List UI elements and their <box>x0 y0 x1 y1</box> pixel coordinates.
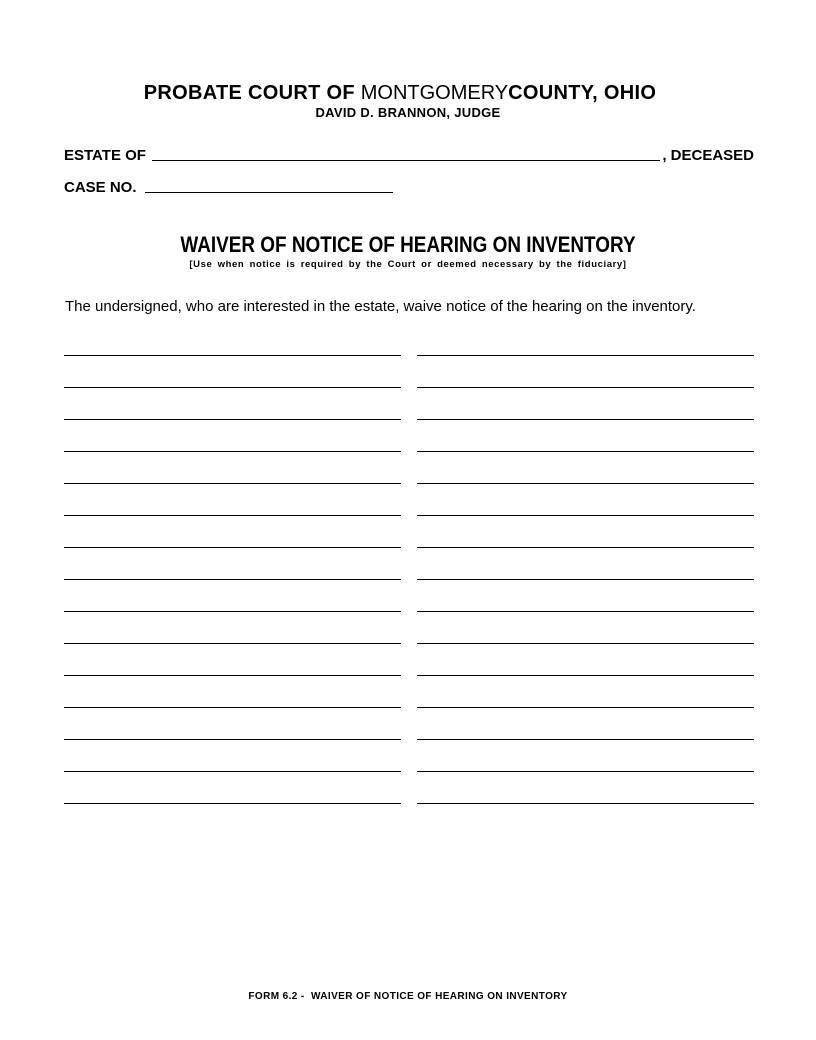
signature-line-left[interactable] <box>64 451 401 452</box>
signature-line-right[interactable] <box>417 739 754 740</box>
signature-grid <box>64 355 754 835</box>
signature-row <box>64 483 754 515</box>
form-title: WAIVER OF NOTICE OF HEARING ON INVENTORY <box>180 232 636 257</box>
signature-line-left[interactable] <box>64 803 401 804</box>
signature-line-right[interactable] <box>417 611 754 612</box>
signature-row <box>64 451 754 483</box>
signature-line-right[interactable] <box>417 579 754 580</box>
case-label: CASE NO. <box>64 179 137 196</box>
form-footer: FORM 6.2 - WAIVER OF NOTICE OF HEARING ON INVENTORY <box>248 991 568 1002</box>
signature-line-left[interactable] <box>64 387 401 388</box>
waiver-statement: The undersigned, who are interested in the estate, waive notice of the hearing on the inventory. <box>65 298 696 315</box>
signature-line-left[interactable] <box>64 643 401 644</box>
signature-line-left[interactable] <box>64 547 401 548</box>
signature-row <box>64 547 754 579</box>
signature-row <box>64 387 754 419</box>
court-title <box>0 82 800 105</box>
signature-line-left[interactable] <box>64 739 401 740</box>
signature-row <box>64 611 754 643</box>
signature-row <box>64 707 754 739</box>
signature-line-right[interactable] <box>417 451 754 452</box>
signature-row <box>64 675 754 707</box>
signature-line-right[interactable] <box>417 675 754 676</box>
signature-line-right[interactable] <box>417 771 754 772</box>
signature-line-left[interactable] <box>64 771 401 772</box>
signature-line-right[interactable] <box>417 803 754 804</box>
case-row <box>64 176 393 196</box>
signature-line-right[interactable] <box>417 547 754 548</box>
signature-line-left[interactable] <box>64 707 401 708</box>
signature-line-right[interactable] <box>417 707 754 708</box>
signature-line-left[interactable] <box>64 515 401 516</box>
court-suffix: COUNTY, OHIO <box>508 82 657 104</box>
signature-row <box>64 803 754 835</box>
signature-line-right[interactable] <box>417 387 754 388</box>
signature-line-right[interactable] <box>417 419 754 420</box>
signature-line-right[interactable] <box>417 355 754 356</box>
signature-line-left[interactable] <box>64 483 401 484</box>
signature-line-left[interactable] <box>64 611 401 612</box>
estate-label: ESTATE OF <box>64 147 146 164</box>
signature-line-right[interactable] <box>417 515 754 516</box>
signature-line-left[interactable] <box>64 579 401 580</box>
signature-row <box>64 515 754 547</box>
estate-row <box>64 144 754 164</box>
deceased-label: , DECEASED <box>662 147 754 164</box>
signature-row <box>64 355 754 387</box>
form-subtitle: [Use when notice is required by the Court or deemed necessary by the fiduciary] <box>189 259 627 270</box>
signature-line-right[interactable] <box>417 483 754 484</box>
signature-row <box>64 643 754 675</box>
signature-row <box>64 419 754 451</box>
signature-line-left[interactable] <box>64 419 401 420</box>
signature-line-left[interactable] <box>64 675 401 676</box>
estate-name-field[interactable] <box>152 146 660 161</box>
signature-line-right[interactable] <box>417 643 754 644</box>
signature-row <box>64 739 754 771</box>
county-name: MONTGOMERY <box>360 82 509 104</box>
signature-row <box>64 579 754 611</box>
signature-row <box>64 771 754 803</box>
case-number-field[interactable] <box>145 178 393 193</box>
court-prefix: PROBATE COURT OF <box>143 82 355 104</box>
signature-line-left[interactable] <box>64 355 401 356</box>
judge-name: DAVID D. BRANNON, JUDGE <box>315 105 501 120</box>
